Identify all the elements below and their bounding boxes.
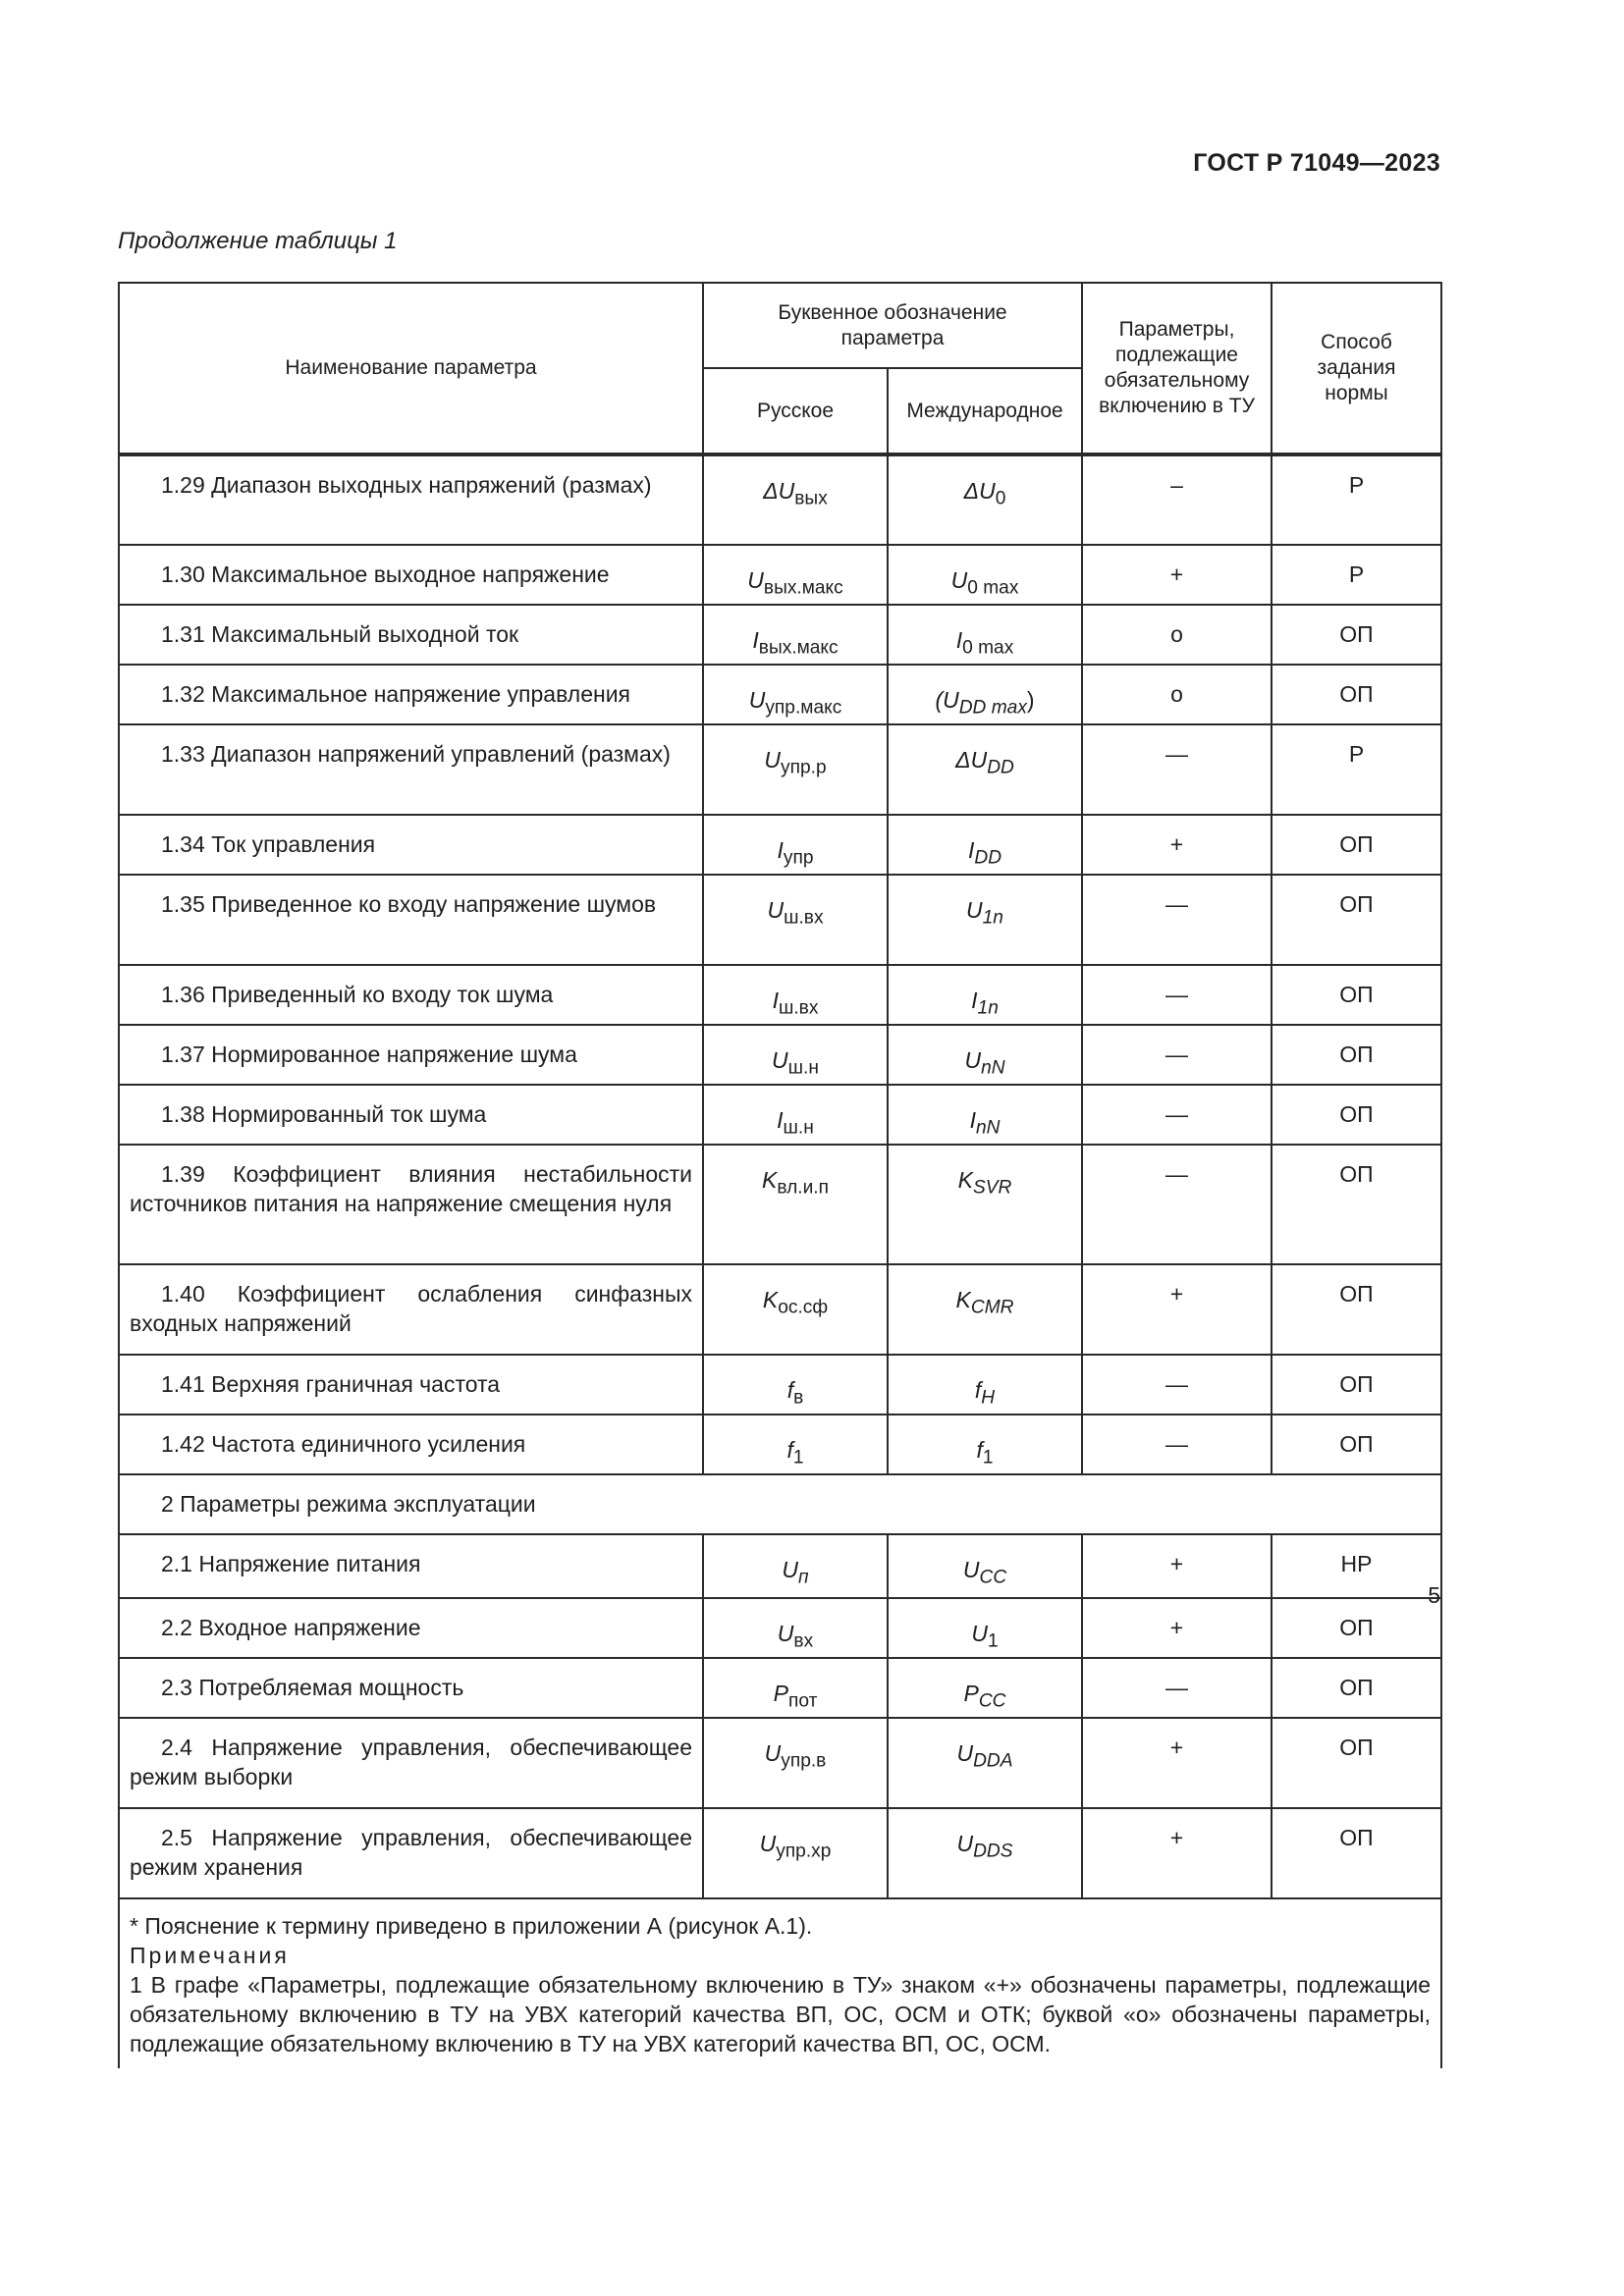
parameter-name: 2.4 Напряжение управления, обеспечивающее режим выборки [119, 1718, 703, 1808]
table-row [119, 1718, 1441, 1808]
table-row [119, 1145, 1441, 1264]
parameter-name: 2.3 Потребляемая мощность [119, 1658, 703, 1718]
table-row [119, 545, 1441, 605]
parameter-name: 1.42 Частота единичного усиления [119, 1415, 703, 1474]
parameter-name: 1.37 Нормированное напряжение шума [119, 1025, 703, 1085]
table-row [119, 724, 1441, 815]
document-code: ГОСТ Р 71049—2023 [1193, 149, 1440, 177]
symbol-international: $(U_{DD max})$ [888, 665, 1082, 724]
parameter-name: 2.5 Напряжение управления, обеспечивающее режим хранения [119, 1808, 703, 1898]
norm-method: ОП [1272, 965, 1441, 1025]
parameter-name: 1.40 Коэффициент ослабления синфазных входных напряжений [119, 1264, 703, 1355]
parameter-name: 1.38 Нормированный ток шума [119, 1085, 703, 1145]
table-row [119, 875, 1441, 965]
table-row [119, 1085, 1441, 1145]
norm-method: ОП [1272, 1808, 1441, 1898]
symbol-international: $I_{nN}$ [888, 1085, 1082, 1145]
symbol-russian: $U_{упр.р}$ [703, 724, 888, 815]
mandatory-mark: + [1082, 545, 1272, 605]
symbol-russian: $I_{ш.вх}$ [703, 965, 888, 1025]
table-row [119, 1264, 1441, 1355]
mandatory-mark: + [1082, 1598, 1272, 1658]
table-row [119, 1598, 1441, 1658]
mandatory-mark: + [1082, 815, 1272, 875]
table-row [119, 965, 1441, 1025]
parameter-name: 1.33 Диапазон напряжений управлений (размах) [119, 724, 703, 815]
table-continuation-title: Продолжение таблицы 1 [118, 228, 398, 254]
table-row [119, 1025, 1441, 1085]
table-row [119, 815, 1441, 875]
mandatory-mark: + [1082, 1808, 1272, 1898]
norm-method: ОП [1272, 665, 1441, 724]
norm-method: ОП [1272, 1415, 1441, 1474]
symbol-russian: $\Delta U_{вых}$ [703, 454, 888, 545]
parameter-name: 1.31 Максимальный выходной ток [119, 605, 703, 665]
symbol-international: $I_{0 max}$ [888, 605, 1082, 665]
norm-method: Р [1272, 454, 1441, 545]
symbol-russian: $K_{ос.сф}$ [703, 1264, 888, 1355]
parameter-name: 1.41 Верхняя граничная частота [119, 1355, 703, 1415]
symbol-russian: $f_в$ [703, 1355, 888, 1415]
mandatory-mark: — [1082, 1415, 1272, 1474]
norm-method: ОП [1272, 875, 1441, 965]
parameter-name: 1.29 Диапазон выходных напряжений (размах) [119, 454, 703, 545]
parameter-name: 2.1 Напряжение питания [119, 1534, 703, 1598]
norm-method: ОП [1272, 1085, 1441, 1145]
symbol-russian: $U_{упр.макс}$ [703, 665, 888, 724]
mandatory-mark: + [1082, 1264, 1272, 1355]
mandatory-mark: + [1082, 1718, 1272, 1808]
symbol-international: $\Delta U_{DD}$ [888, 724, 1082, 815]
symbol-russian: $P_{пот}$ [703, 1658, 888, 1718]
table-row [119, 1355, 1441, 1415]
symbol-russian: $U_п$ [703, 1534, 888, 1598]
symbol-russian: $U_{ш.н}$ [703, 1025, 888, 1085]
table-row [119, 665, 1441, 724]
table-row [119, 605, 1441, 665]
header-letter-designation: Буквенное обозначение параметра [703, 283, 1082, 368]
norm-method: Р [1272, 545, 1441, 605]
notes-title: Примечания [130, 1943, 290, 1968]
symbol-russian: $f_1$ [703, 1415, 888, 1474]
header-russian: Русское [703, 368, 888, 454]
table-row [119, 1658, 1441, 1718]
table-notes [119, 1898, 1441, 2068]
norm-method: НР [1272, 1534, 1441, 1598]
table-row [119, 1534, 1441, 1598]
parameters-table [118, 282, 1442, 2068]
mandatory-mark: — [1082, 875, 1272, 965]
parameter-name: 1.34 Ток управления [119, 815, 703, 875]
norm-method: Р [1272, 724, 1441, 815]
symbol-russian: $U_{вх}$ [703, 1598, 888, 1658]
norm-method: ОП [1272, 1025, 1441, 1085]
parameter-name: 1.35 Приведенное ко входу напряжение шумов [119, 875, 703, 965]
symbol-international: $K_{CMR}$ [888, 1264, 1082, 1355]
symbol-international: $U_1$ [888, 1598, 1082, 1658]
symbol-russian: $U_{вых.макс}$ [703, 545, 888, 605]
table-header [119, 283, 1441, 454]
symbol-russian: $I_{вых.макс}$ [703, 605, 888, 665]
parameter-name: 1.39 Коэффициент влияния нестабильности источников питания на напряжение смещения нуля [119, 1145, 703, 1264]
mandatory-mark: — [1082, 724, 1272, 815]
mandatory-mark: + [1082, 1534, 1272, 1598]
section-row [119, 1474, 1441, 1534]
symbol-international: $\Delta U_0$ [888, 454, 1082, 545]
parameter-name: 1.30 Максимальное выходное напряжение [119, 545, 703, 605]
mandatory-mark: о [1082, 605, 1272, 665]
symbol-russian: $U_{упр.хр}$ [703, 1808, 888, 1898]
mandatory-mark: о [1082, 665, 1272, 724]
norm-method: ОП [1272, 605, 1441, 665]
mandatory-mark: — [1082, 1145, 1272, 1264]
mandatory-mark: — [1082, 965, 1272, 1025]
norm-method: ОП [1272, 1355, 1441, 1415]
norm-method: ОП [1272, 1145, 1441, 1264]
symbol-international: $U_{1n}$ [888, 875, 1082, 965]
symbol-international: $U_{0 max}$ [888, 545, 1082, 605]
norm-method: ОП [1272, 1718, 1441, 1808]
mandatory-mark: – [1082, 454, 1272, 545]
header-norm-method: Способ задания нормы [1272, 283, 1441, 454]
note-1: 1 В графе «Параметры, подлежащие обязательному включению в ТУ» знаком «+» обозначены параметры, подлежащие обязательному включению в ТУ на УВХ категорий качества ВП, ОС, ОСМ и ОТК; буквой «о» обозначены параметры, подлежащие обязательному включению в ТУ на УВХ категорий качества ВП, ОС, ОСМ. [130, 1972, 1432, 2056]
symbol-russian: $K_{вл.и.п}$ [703, 1145, 888, 1264]
mandatory-mark: — [1082, 1085, 1272, 1145]
norm-method: ОП [1272, 1598, 1441, 1658]
symbol-international: $P_{CC}$ [888, 1658, 1082, 1718]
table-row [119, 1808, 1441, 1898]
mandatory-mark: — [1082, 1025, 1272, 1085]
header-parameter-name: Наименование параметра [119, 283, 703, 454]
table-row [119, 1415, 1441, 1474]
table-row [119, 454, 1441, 545]
symbol-russian: $U_{упр.в}$ [703, 1718, 888, 1808]
symbol-international: $f_H$ [888, 1355, 1082, 1415]
section-title: 2 Параметры режима эксплуатации [119, 1474, 1441, 1534]
symbol-russian: $I_{упр}$ [703, 815, 888, 875]
symbol-international: $K_{SVR}$ [888, 1145, 1082, 1264]
symbol-international: $U_{DDS}$ [888, 1808, 1082, 1898]
table-notes-body [119, 1898, 1441, 2068]
page-number: 5 [1428, 1582, 1440, 1608]
header-mandatory: Параметры, подлежащие обязательному включению в ТУ [1082, 283, 1272, 454]
mandatory-mark: — [1082, 1355, 1272, 1415]
mandatory-mark: — [1082, 1658, 1272, 1718]
footnote: * Пояснение к термину приведено в приложении А (рисунок А.1). [130, 1913, 813, 1939]
norm-method: ОП [1272, 815, 1441, 875]
symbol-international: $I_{1n}$ [888, 965, 1082, 1025]
parameters-table-wrapper [118, 282, 1440, 2068]
symbol-russian: $I_{ш.н}$ [703, 1085, 888, 1145]
norm-method: ОП [1272, 1658, 1441, 1718]
parameter-name: 1.36 Приведенный ко входу ток шума [119, 965, 703, 1025]
symbol-international: $f_1$ [888, 1415, 1082, 1474]
norm-method: ОП [1272, 1264, 1441, 1355]
table-body [119, 454, 1441, 1898]
symbol-international: $U_{nN}$ [888, 1025, 1082, 1085]
parameter-name: 1.32 Максимальное напряжение управления [119, 665, 703, 724]
header-international: Международное [888, 368, 1082, 454]
symbol-international: $U_{CC}$ [888, 1534, 1082, 1598]
symbol-russian: $U_{ш.вх}$ [703, 875, 888, 965]
parameter-name: 2.2 Входное напряжение [119, 1598, 703, 1658]
symbol-international: $I_{DD}$ [888, 815, 1082, 875]
symbol-international: $U_{DDA}$ [888, 1718, 1082, 1808]
